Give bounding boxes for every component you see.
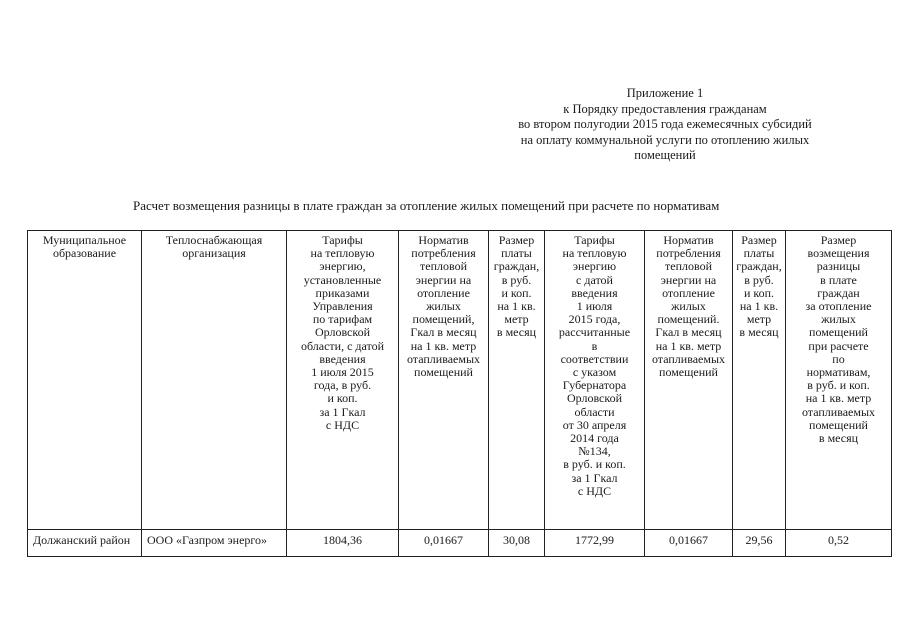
appendix-line: во втором полугодии 2015 года ежемесячных субсидий (518, 117, 812, 131)
cell-tariff-calculated: 1772,99 (545, 530, 645, 557)
document-title: Расчет возмещения разницы в плате граждан за отопление жилых помещений при расчете по нормативам (133, 198, 720, 213)
table-row (28, 530, 892, 557)
header-payment-2: Размер платы граждан, в руб. и коп. на 1 кв. метр в месяц (733, 231, 786, 530)
header-tariff-established: Тарифы на тепловую энергию, установленные приказами Управления по тарифам Орловской области, с датой введения 1 июля 2015 года, в руб. и коп. за 1 Гкал с НДС (287, 231, 399, 530)
cell-payment-2: 29,56 (733, 530, 786, 557)
header-tariff-calculated: Тарифы на тепловую энергию с датой введения 1 июля 2015 года, рассчитанные в соответствии с указом Губернатора Орловской области от 30 апреля 2014 года №134, в руб. и коп. за 1 Гкал с НДС (545, 231, 645, 530)
cell-municipality: Должанский район (28, 530, 142, 557)
header-norm-2: Норматив потребления тепловой энергии на отопление жилых помещений. Гкал в месяц на 1 кв. метр отапливаемых помещений (645, 231, 733, 530)
cell-compensation: 0,52 (786, 530, 892, 557)
appendix-line: помещений (634, 148, 696, 162)
header-municipality: Муниципальное образование (28, 231, 142, 530)
cell-norm-2: 0,01667 (645, 530, 733, 557)
appendix-line: к Порядку предоставления гражданам (563, 101, 767, 116)
header-compensation: Размер возмещения разницы в плате граждан за отопление жилых помещений при расчете по нормативам, в руб. и коп. на 1 кв. метр отапливаемых помещений в месяц (786, 231, 892, 530)
header-payment-1: Размер платы граждан, в руб. и коп. на 1 кв. метр в месяц (489, 231, 545, 530)
cell-heat-supplier: ООО «Газпром энерго» (142, 530, 287, 557)
subsidy-table (27, 230, 892, 557)
cell-norm-1: 0,01667 (399, 530, 489, 557)
cell-payment-1: 30,08 (489, 530, 545, 557)
cell-tariff-established: 1804,36 (287, 530, 399, 557)
header-heat-supplier: Теплоснабжающая организация (142, 231, 287, 530)
table-header-row (28, 231, 892, 530)
appendix-note (480, 86, 850, 164)
appendix-line: на оплату коммунальной услуги по отоплению жилых (520, 132, 810, 147)
header-norm-1: Норматив потребления тепловой энергии на отопление жилых помещений, Гкал в месяц на 1 кв. метр отапливаемых помещений (399, 231, 489, 530)
appendix-line: Приложение 1 (626, 86, 704, 100)
